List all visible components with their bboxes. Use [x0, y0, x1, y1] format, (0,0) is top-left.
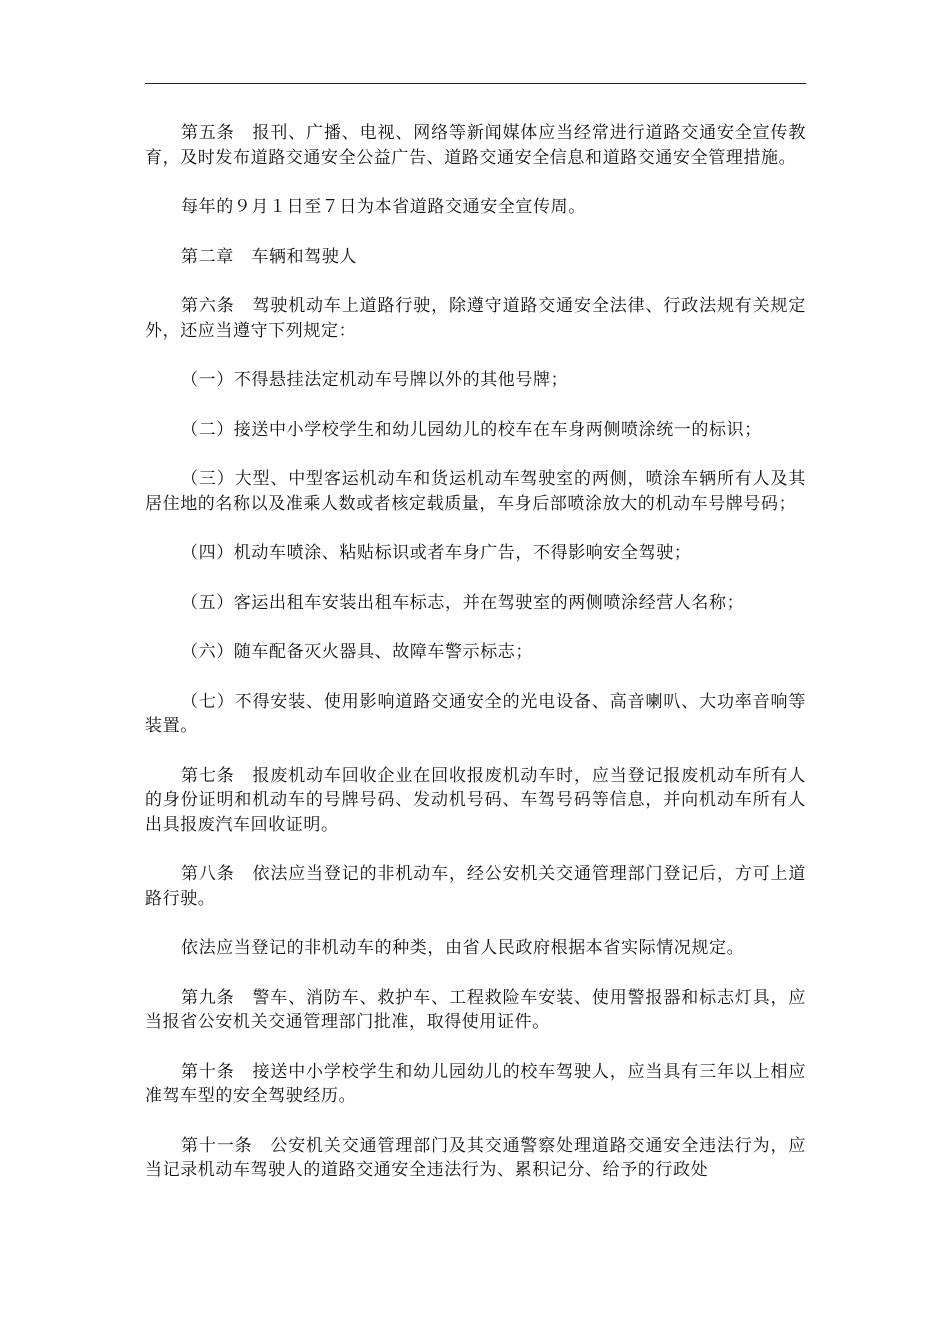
paragraph-article-9: 第九条 警车、消防车、救护车、工程救险车安装、使用警报器和标志灯具，应当报省公安机关交通管理部门批准，取得使用证件。	[145, 987, 806, 1032]
list-item: （一）不得悬挂法定机动车号牌以外的其他号牌；	[181, 370, 569, 390]
list-item: （五）客运出租车安装出租车标志，并在驾驶室的两侧喷涂经营人名称；	[181, 592, 745, 613]
chapter-heading: 第二章 车辆和驾驶人	[181, 246, 357, 267]
document-body	[145, 121, 806, 1208]
paragraph-safety-week: 每年的９月１日至７日为本省道路交通安全宣传周。	[181, 197, 586, 217]
list-item: （三）大型、中型客运机动车和货运机动车驾驶室的两侧，喷涂车辆所有人及其居住地的名称以及准乘人数或者核定载质量，车身后部喷涂放大的机动车号牌号码；	[145, 469, 806, 514]
list-item: （六）随车配备灭火器具、故障车警示标志；	[181, 642, 533, 662]
list-item: （七）不得安装、使用影响道路交通安全的光电设备、高音喇叭、大功率音响等装置。	[145, 691, 806, 736]
paragraph-article-10: 第十条 接送中小学校学生和幼儿园幼儿的校车驾驶人，应当具有三年以上相应准驾车型的安全驾驶经历。	[145, 1061, 806, 1106]
paragraph-article-8: 第八条 依法应当登记的非机动车，经公安机关交通管理部门登记后，方可上道路行驶。	[145, 864, 806, 909]
paragraph-article-11: 第十一条 公安机关交通管理部门及其交通警察处理道路交通安全违法行为，应当记录机动车驾驶人的道路交通安全违法行为、累积记分、给予的行政处	[145, 1135, 806, 1180]
paragraph-article-7: 第七条 报废机动车回收企业在回收报废机动车时，应当登记报废机动车所有人的身份证明和机动车的号牌号码、发动机号码、车驾号码等信息，并向机动车所有人出具报废汽车回收证明。	[145, 765, 806, 835]
paragraph-article-5: 第五条 报刊、广播、电视、网络等新闻媒体应当经常进行道路交通安全宣传教育，及时发布道路交通安全公益广告、道路交通安全信息和道路交通安全管理措施。	[145, 123, 806, 168]
paragraph-non-motor-types: 依法应当登记的非机动车的种类，由省人民政府根据本省实际情况规定。	[181, 938, 745, 958]
list-item: （二）接送中小学校学生和幼儿园幼儿的校车在车身两侧喷涂统一的标识；	[181, 419, 762, 440]
header-rule	[145, 83, 806, 84]
list-item: （四）机动车喷涂、粘贴标识或者车身广告，不得影响安全驾驶；	[181, 543, 692, 563]
paragraph-article-6: 第六条 驾驶机动车上道路行驶，除遵守道路交通安全法律、行政法规有关规定外，还应当遵守下列规定：	[145, 296, 806, 341]
